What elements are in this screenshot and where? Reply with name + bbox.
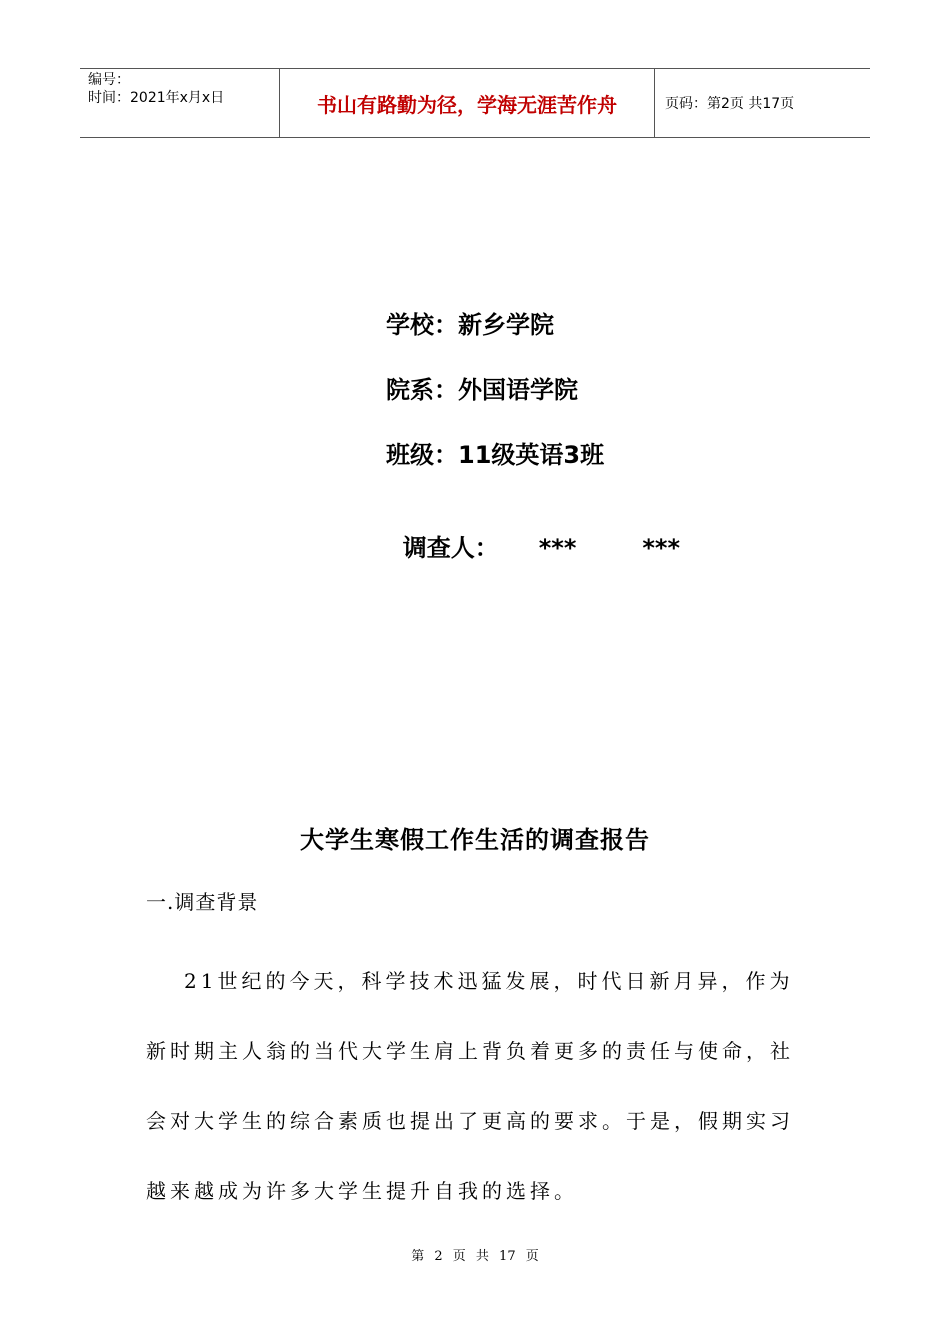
report-title: 大学生寒假工作生活的调查报告 [300, 825, 650, 854]
header-meta [80, 69, 280, 137]
number-label: 编号： [88, 72, 130, 88]
section-heading: 一.调查背景 [146, 890, 259, 914]
surveyor-1: *** [538, 534, 577, 562]
school-line: 学校：新乡学院 [386, 311, 554, 339]
background-paragraph: 21世纪的今天，科学技术迅猛发展，时代日新月异，作为新时期主人翁的当代大学生肩上背负着更多的责任与使命，社会对大学生的综合素质也提出了更高的要求。于是，假期实习越来越成为许多大学生提升自我的选择。 [146, 969, 794, 1203]
class-line: 班级：11级英语3班 [386, 441, 605, 469]
header-page-info: 页码：第2页 共17页 [665, 96, 795, 112]
department-line: 院系：外国语学院 [386, 376, 578, 404]
header-motto: 书山有路勤为径，学海无涯苦作舟 [280, 69, 655, 137]
page-header [80, 68, 870, 138]
time-label: 时间：2021年x月x日 [88, 90, 225, 106]
surveyor-label: 调查人： [402, 534, 499, 562]
page-footer: 第 2 页 共 17 页 [411, 1249, 539, 1264]
surveyor-line [386, 500, 680, 563]
surveyor-2: *** [642, 534, 681, 562]
